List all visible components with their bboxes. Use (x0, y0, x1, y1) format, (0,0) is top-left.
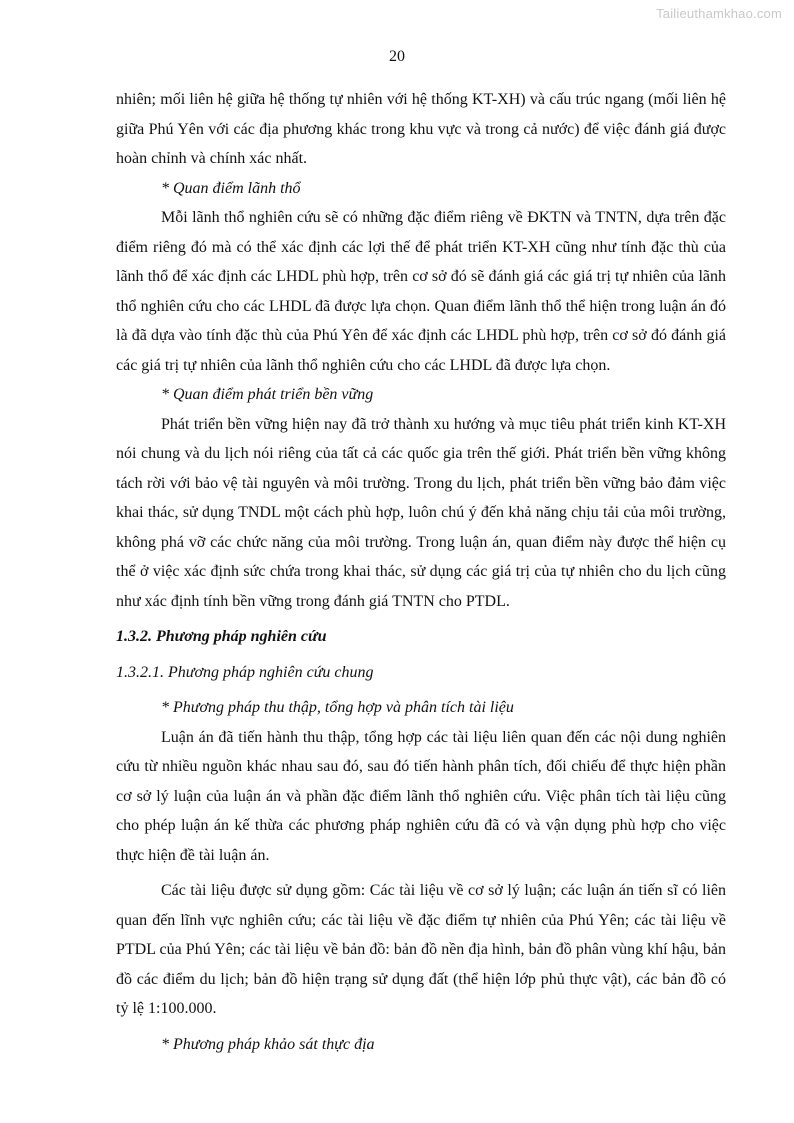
subheading-document-method: * Phương pháp thu thập, tổng hợp và phân tích tài liệu (161, 699, 514, 716)
section-heading-research-methods: 1.3.2. Phương pháp nghiên cứu (116, 628, 327, 645)
subheading-field-survey: * Phương pháp khảo sát thực địa (161, 1035, 375, 1053)
paragraph-documents-used: Các tài liệu được sử dụng gồm: Các tài liệu về cơ sở lý luận; các luận án tiến sĩ có liên quan đến lĩnh vực nghiên cứu; các tài liệu về đặc điểm tự nhiên của Phú Yên; các tài liệu về PTDL của Phú Yên; các tài liệu về bản đồ: bản đồ nền địa hình, bản đồ phân vùng khí hậu, bản đồ các điểm du lịch; bản đồ hiện trạng sử dụng đất (thể hiện lớp phủ thực vật), các bản đồ có tỷ lệ 1:100.000. (116, 882, 726, 1017)
page-number: 20 (389, 48, 405, 65)
subsection-heading-general-methods: 1.3.2.1. Phương pháp nghiên cứu chung (116, 663, 374, 681)
subheading-territorial-view: * Quan điểm lãnh thổ (161, 179, 301, 197)
paragraph-territorial: Mỗi lãnh thổ nghiên cứu sẽ có những đặc điểm riêng về ĐKTN và TNTN, dựa trên đặc điểm riêng đó mà có thể xác định các lợi thế để phát triển KT-XH cũng như tính đặc thù của lãnh thổ để xác định các LHDL phù hợp, trên cơ sở đó sẽ đánh giá các giá trị tự nhiên của lãnh thổ nghiên cứu cho các LHDL đã được lựa chọn. Quan điểm lãnh thổ thể hiện trong luận án đó là đã dựa vào tính đặc thù của Phú Yên để xác định các LHDL phù hợp, trên cơ sở đó đánh giá các giá trị tự nhiên của lãnh thổ nghiên cứu cho các LHDL đã được lựa chọn. (116, 209, 726, 374)
document-body (116, 85, 726, 1059)
paragraph-continuation: nhiên; mối liên hệ giữa hệ thống tự nhiên với hệ thống KT-XH) và cấu trúc ngang (mối liên hệ giữa Phú Yên với các địa phương khác trong khu vực và trong cả nước) để việc đánh giá được hoàn chỉnh và chính xác nhất. (116, 91, 726, 167)
paragraph-document-method: Luận án đã tiến hành thu thập, tổng hợp các tài liệu liên quan đến các nội dung nghiên cứu từ nhiều nguồn khác nhau sau đó, sau đó tiến hành phân tích, đối chiếu để thực hiện phần cơ sở lý luận của luận án và phần đặc điểm lãnh thổ nghiên cứu. Việc phân tích tài liệu cũng cho phép luận án kế thừa các phương pháp nghiên cứu đã có và vận dụng phù hợp cho việc thực hiện đề tài luận án. (116, 728, 726, 864)
watermark: Tailieuthamkhao.com (656, 6, 782, 21)
subheading-sustainable-view: * Quan điểm phát triển bền vững (161, 386, 374, 403)
paragraph-sustainable: Phát triển bền vững hiện nay đã trở thành xu hướng và mục tiêu phát triển kinh KT-XH nói chung và du lịch nói riêng của tất cả các quốc gia trên thế giới. Phát triển bền vững không tách rời với bảo vệ tài nguyên và môi trường. Trong du lịch, phát triển bền vững bảo đảm việc khai thác, sử dụng TNDL một cách phù hợp, luôn chú ý đến khả năng chịu tải của môi trường, không phá vỡ các chức năng của môi trường. Trong luận án, quan điểm này được thể hiện cụ thể ở việc xác định sức chứa trong khai thác, sử dụng các giá trị của tự nhiên cho du lịch cũng như xác định tính bền vững trong đánh giá TNTN cho PTDL. (116, 415, 726, 610)
